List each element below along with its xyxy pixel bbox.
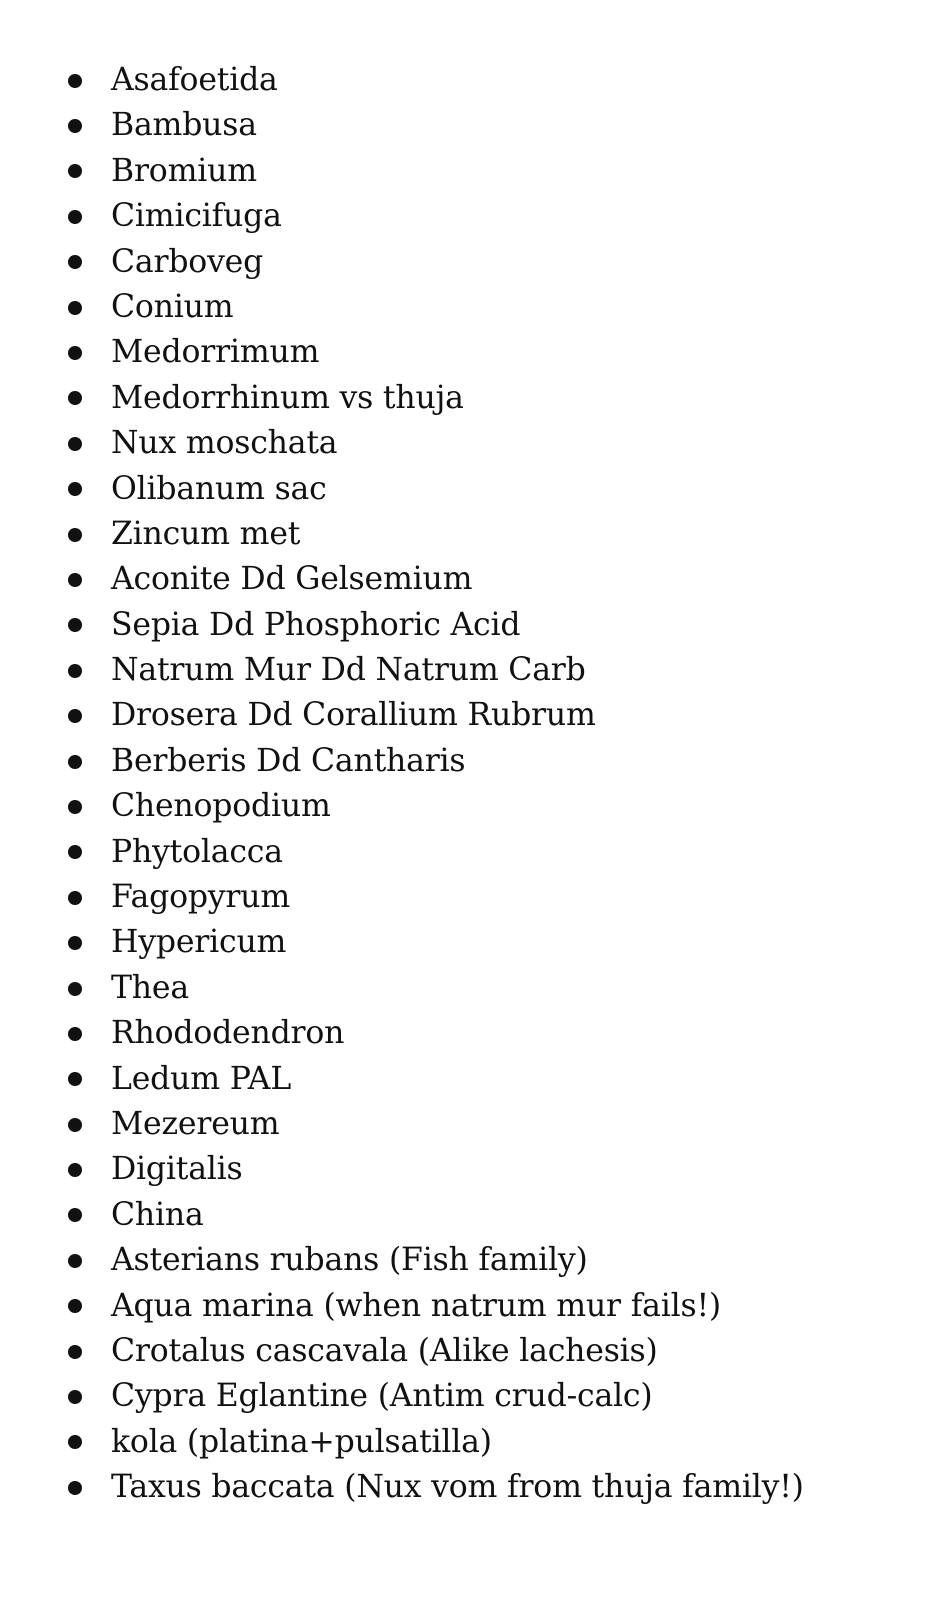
bullet-icon: [68, 1208, 82, 1222]
bullet-icon: [68, 210, 82, 224]
list-item-text: Medorrimum: [111, 334, 320, 371]
list-item: [0, 58, 933, 103]
list-item: [0, 784, 933, 829]
list-item-text: Bambusa: [111, 107, 257, 144]
bullet-icon: [68, 391, 82, 405]
bullet-icon: [68, 1345, 82, 1359]
list-item: [0, 330, 933, 375]
bullet-icon: [68, 1390, 82, 1404]
bullet-icon: [68, 74, 82, 88]
bullet-icon: [68, 1163, 82, 1177]
bullet-icon: [68, 1072, 82, 1086]
list-item-text: Crotalus cascavala (Alike lachesis): [111, 1332, 658, 1369]
list-item: [0, 467, 933, 512]
list-item: [0, 194, 933, 239]
bullet-icon: [68, 255, 82, 269]
list-item-text: Carboveg: [111, 243, 264, 280]
list-item-text: Aqua marina (when natrum mur fails!): [111, 1287, 722, 1324]
list-item: [0, 1011, 933, 1056]
list-item: [0, 966, 933, 1011]
list-item-text: Sepia Dd Phosphoric Acid: [111, 606, 521, 643]
list-item-text: Thea: [111, 969, 189, 1006]
bullet-icon: [68, 301, 82, 315]
bullet-icon: [68, 618, 82, 632]
bullet-icon: [68, 891, 82, 905]
list-item-text: China: [111, 1196, 204, 1233]
list-item: [0, 376, 933, 421]
list-item-text: Taxus baccata (Nux vom from thuja family!): [111, 1469, 804, 1506]
list-item: [0, 648, 933, 693]
list-item-text: Asterians rubans (Fish family): [111, 1242, 588, 1279]
bullet-icon: [68, 346, 82, 360]
list-item-text: Aconite Dd Gelsemium: [111, 561, 473, 598]
list-item-text: Digitalis: [111, 1151, 243, 1188]
bullet-icon: [68, 755, 82, 769]
bullet-icon: [68, 164, 82, 178]
list-item: [0, 875, 933, 920]
list-item-text: Mezereum: [111, 1105, 280, 1142]
remedy-list: [0, 58, 933, 1511]
list-item-text: Ledum PAL: [111, 1060, 292, 1097]
list-item-text: Conium: [111, 288, 234, 325]
list-item: [0, 149, 933, 194]
bullet-icon: [68, 936, 82, 950]
list-item: [0, 103, 933, 148]
list-item-text: Berberis Dd Cantharis: [111, 742, 466, 779]
list-item: [0, 1374, 933, 1419]
list-item: [0, 1420, 933, 1465]
list-item: [0, 739, 933, 784]
bullet-icon: [68, 800, 82, 814]
list-item-text: Bromium: [111, 152, 257, 189]
list-item-text: Nux moschata: [111, 425, 338, 462]
list-item: [0, 920, 933, 965]
list-item: [0, 512, 933, 557]
bullet-icon: [68, 1118, 82, 1132]
bullet-icon: [68, 573, 82, 587]
list-item-text: Cypra Eglantine (Antim crud-calc): [111, 1378, 653, 1415]
bullet-icon: [68, 1254, 82, 1268]
bullet-icon: [68, 845, 82, 859]
list-item-text: Phytolacca: [111, 833, 283, 870]
list-item: [0, 1465, 933, 1510]
list-item-text: Olibanum sac: [111, 470, 327, 507]
bullet-icon: [68, 1481, 82, 1495]
list-item: [0, 1193, 933, 1238]
list-item: [0, 557, 933, 602]
list-item: [0, 693, 933, 738]
bullet-icon: [68, 1027, 82, 1041]
list-item-text: Cimicifuga: [111, 198, 282, 235]
list-item-text: Natrum Mur Dd Natrum Carb: [111, 652, 586, 689]
bullet-icon: [68, 119, 82, 133]
bullet-icon: [68, 1299, 82, 1313]
bullet-icon: [68, 437, 82, 451]
bullet-icon: [68, 664, 82, 678]
list-item-text: Asafoetida: [111, 62, 278, 98]
list-item-text: Drosera Dd Corallium Rubrum: [111, 697, 596, 734]
list-item: [0, 240, 933, 285]
list-item: [0, 1102, 933, 1147]
list-item-text: kola (platina+pulsatilla): [111, 1423, 492, 1460]
bullet-icon: [68, 709, 82, 723]
list-item-text: Hypericum: [111, 924, 287, 961]
list-item: [0, 1238, 933, 1283]
list-item: [0, 603, 933, 648]
bullet-icon: [68, 982, 82, 996]
bullet-icon: [68, 1435, 82, 1449]
bullet-icon: [68, 528, 82, 542]
list-item: [0, 1329, 933, 1374]
list-item: [0, 1057, 933, 1102]
list-item: [0, 1147, 933, 1192]
list-item: [0, 285, 933, 330]
list-item: [0, 830, 933, 875]
list-item: [0, 1284, 933, 1329]
list-item-text: Chenopodium: [111, 788, 331, 825]
bullet-icon: [68, 482, 82, 496]
list-item-text: Medorrhinum vs thuja: [111, 379, 464, 416]
list-item-text: Rhododendron: [111, 1015, 345, 1052]
list-item: [0, 421, 933, 466]
list-item-text: Fagopyrum: [111, 879, 291, 916]
document-body: [0, 58, 933, 1511]
list-item-text: Zincum met: [111, 515, 301, 552]
